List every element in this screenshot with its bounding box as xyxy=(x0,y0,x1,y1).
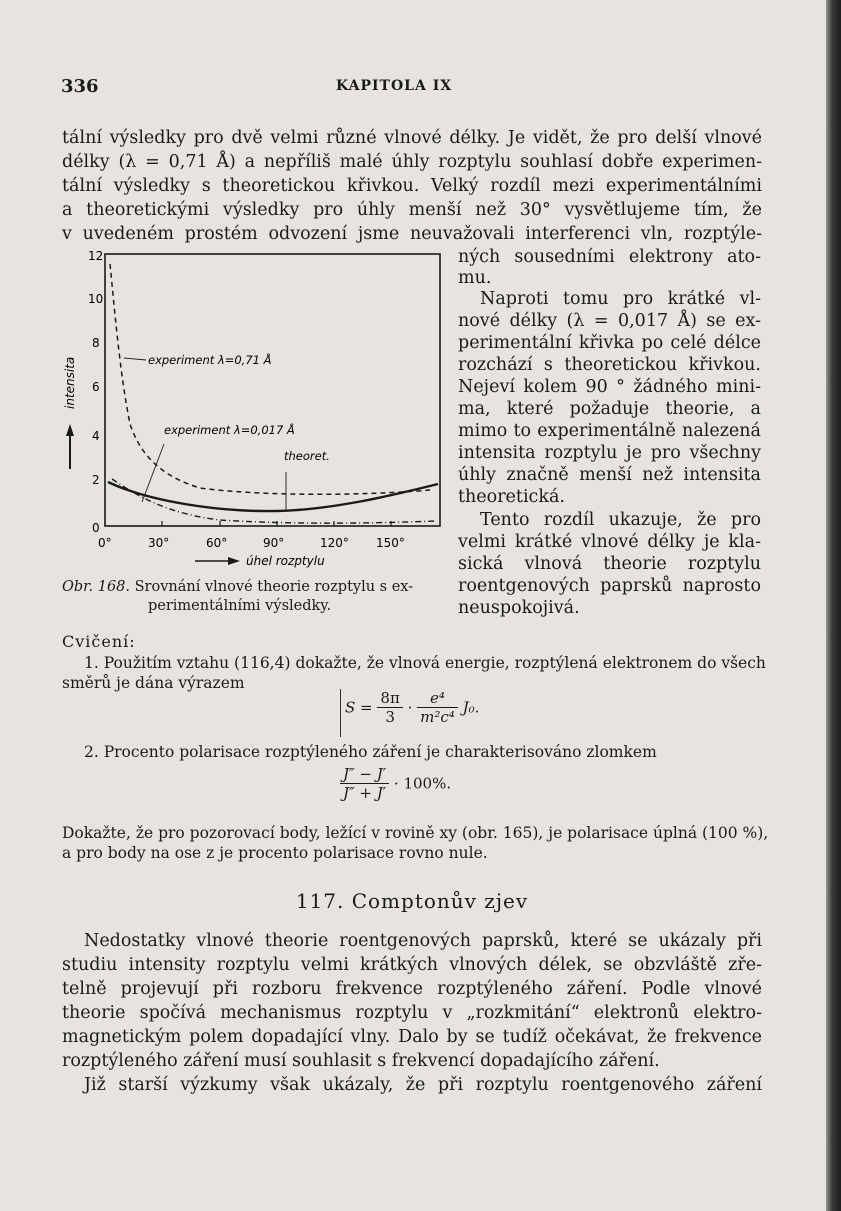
label-theory: theoret. xyxy=(284,449,330,463)
experiment-short-curve xyxy=(112,479,435,523)
caption-prefix: Obr. 168. xyxy=(62,579,131,595)
leader-long xyxy=(124,358,146,360)
text-line: tální výsledky s theoretickou křivkou. Velký rozdíl mezi experimentálními xyxy=(62,176,762,196)
text-line: Již starší výzkumy však ukázaly, že při rozptylu roentgenového záření xyxy=(84,1075,762,1095)
exercise-2-line3: a pro body na ose z je procento polarisace rovno nule. xyxy=(62,844,488,862)
y-tick-10: 10 xyxy=(88,292,104,306)
label-short: experiment λ=0,017 Å xyxy=(164,423,295,437)
x-axis-label: úhel rozptylu xyxy=(246,554,325,568)
text-line: velmi krátké vlnové délky je kla- xyxy=(458,532,761,552)
text-line: Naproti tomu pro krátké vl- xyxy=(480,289,761,309)
x-tick-30: 30° xyxy=(148,536,170,550)
fraction-e4-m2c4 xyxy=(417,689,458,726)
frac-num: 8π xyxy=(377,689,402,708)
text-line: rozchází s theoretickou křivkou. xyxy=(458,355,761,375)
formula-tail: · 100%. xyxy=(393,774,452,793)
x-axis-arrowhead xyxy=(228,557,240,565)
frac-num: J″ − J′ xyxy=(340,765,389,784)
text-line: v uvedeném prostém odvození jsme neuvažovali interferenci vln, rozptýle- xyxy=(62,224,762,244)
text-line: sická vlnová theorie rozptylu xyxy=(458,554,761,574)
exercise-2-line1: 2. Procento polarisace rozptýleného záření je charakterisováno zlomkem xyxy=(84,743,657,761)
text-line: ných sousedními elektrony ato- xyxy=(458,247,761,267)
text-line: Nedostatky vlnové theorie roentgenových paprsků, které se ukázaly při xyxy=(84,931,762,951)
plot-frame xyxy=(105,254,440,526)
formula-dot: · xyxy=(407,698,413,717)
text-line: perimentální křivka po celé délce xyxy=(458,333,761,353)
text-line: studiu intensity rozptylu velmi krátkých vlnových délek, se obzvláště zře- xyxy=(62,955,762,975)
text-line: úhly značně menší než intensita xyxy=(458,465,761,485)
frac-den: J″ + J′ xyxy=(343,784,387,802)
text-line: intensita rozptylu je pro všechny xyxy=(458,443,761,463)
running-head: KAPITOLA IX xyxy=(336,78,453,94)
text-line: ma, které požaduje theorie, a xyxy=(458,399,761,419)
text-line: roentgenových paprsků naprosto xyxy=(458,576,761,596)
scattering-figure xyxy=(60,244,450,574)
exercises-heading: Cvičení: xyxy=(62,632,136,651)
text-line: délky (λ = 0,71 Å) a nepříliš malé úhly rozptylu souhlasí dobře experimen- xyxy=(62,152,762,172)
caption-text: Srovnání vlnové theorie rozptylu s ex- xyxy=(134,579,414,595)
label-long: experiment λ=0,71 Å xyxy=(148,353,272,367)
y-tick-2: 2 xyxy=(92,473,100,487)
frac-den: 3 xyxy=(385,708,395,726)
x-tick-60: 60° xyxy=(206,536,228,550)
exercise-1-line1: 1. Použitím vztahu (116,4) dokažte, že vlnová energie, rozptýlená elektronem do všech xyxy=(84,654,766,672)
section-title: 117. Comptonův zjev xyxy=(295,889,529,913)
fraction-polarisation xyxy=(340,765,389,802)
figure-caption-line2: perimentálními výsledky. xyxy=(148,598,332,614)
exercise-1-line2: směrů je dána výrazem xyxy=(62,674,245,692)
text-line: Tento rozdíl ukazuje, že pro xyxy=(480,510,761,530)
frac-num: e⁴ xyxy=(417,689,458,708)
figure-caption-line1 xyxy=(62,578,413,597)
x-tick-90: 90° xyxy=(263,536,285,550)
text-line: mimo to experimentálně nalezená xyxy=(458,421,761,441)
y-tick-6: 6 xyxy=(92,380,100,394)
y-tick-12: 12 xyxy=(88,249,104,263)
text-line: magnetickým polem dopadající vlny. Dalo by se tudíž očekávat, že frekvence xyxy=(62,1027,762,1047)
y-tick-8: 8 xyxy=(92,336,100,350)
fraction-8pi-3 xyxy=(377,689,402,726)
theory-curve xyxy=(108,482,438,511)
y-tick-0: 0 xyxy=(92,521,100,535)
formula-polarisation xyxy=(340,765,451,802)
text-line: tální výsledky pro dvě velmi různé vlnové délky. Je vidět, že pro delší vlnové xyxy=(62,128,762,148)
frac-den: m²c⁴ xyxy=(420,708,455,726)
text-line: a theoretickými výsledky pro úhly menší než 30° vysvětlujeme tím, že xyxy=(62,200,762,220)
leader-short xyxy=(142,444,164,502)
text-line: nové délky (λ = 0,017 Å) se ex- xyxy=(458,311,761,331)
text-line: mu. xyxy=(458,268,492,288)
x-tick-0: 0° xyxy=(98,536,112,550)
text-line: rozptýleného záření musí souhlasit s frekvencí dopadajícího záření. xyxy=(62,1051,660,1071)
page-edge-shadow xyxy=(826,0,841,1211)
text-line: Nejeví kolem 90 ° žádného mini- xyxy=(458,377,761,397)
x-tick-120: 120° xyxy=(320,536,349,550)
text-line: theorie spočívá mechanismus rozptylu v „rozkmitání“ elektronů elektro- xyxy=(62,1003,762,1023)
page-number: 336 xyxy=(61,76,99,97)
exercise-2-line2: Dokažte, že pro pozorovací body, ležící v rovině xy (obr. 165), je polarisace úplná (100 %), xyxy=(62,824,769,842)
y-axis-arrowhead xyxy=(66,424,74,436)
formula-lhs: S = xyxy=(345,698,373,717)
text-line: theoretická. xyxy=(458,487,565,507)
formula-energy xyxy=(340,689,479,737)
text-line: telně projevují při rozboru frekvence rozptýleného záření. Podle vlnové xyxy=(62,979,762,999)
page-header xyxy=(61,76,766,98)
y-axis-label: intensita xyxy=(63,356,77,409)
y-tick-4: 4 xyxy=(92,429,100,443)
text-line: neuspokojivá. xyxy=(458,598,580,618)
formula-tail: J₀. xyxy=(462,698,480,717)
x-tick-150: 150° xyxy=(376,536,405,550)
scattering-plot xyxy=(60,244,450,574)
